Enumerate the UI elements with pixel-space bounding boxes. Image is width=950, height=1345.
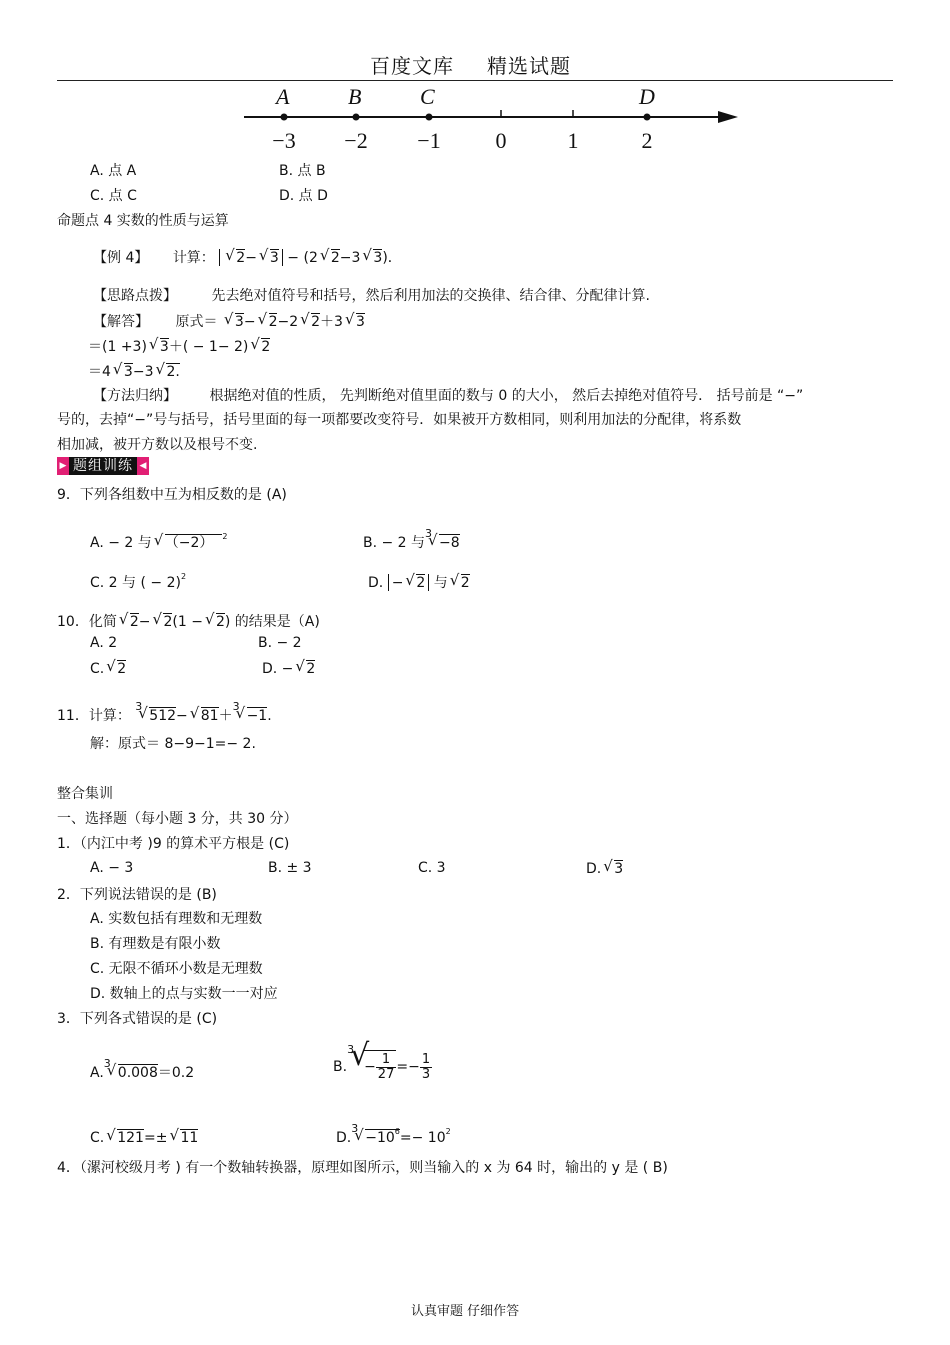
- header-rule: [57, 80, 893, 81]
- q3-option-b: B.$^3$ √ − $\frac{1}{27}$ =− $\frac{1}{3}$: [333, 1050, 432, 1082]
- solution-line-1: 【解答】 原式＝ √ 3− √ 2−2 √ 2＋3 √ 3: [93, 311, 365, 331]
- badge-left-arrow-icon: ▶: [57, 457, 69, 475]
- example-4: 【例 4】 计算： √ 2− √ 3 − (2 √ 2−3 √ 3)．: [93, 247, 402, 267]
- q3-stem: 3．下列各式错误的是 (C): [57, 1011, 218, 1027]
- point-a: [281, 114, 288, 121]
- q9-option-b: B. − 2 与$^3$ √ −8: [363, 532, 460, 552]
- q10-option-b: B. − 2: [258, 635, 302, 651]
- q11-stem: 11．计算： $^3$ √ 512− √ 81＋$^3$ √ −1.: [57, 705, 272, 725]
- label-c: C: [420, 84, 435, 109]
- abs-value: √ 2− √ 3: [219, 249, 283, 266]
- q2-stem: 2．下列说法错误的是 (B): [57, 887, 217, 903]
- q2-option-c: C. 无限不循环小数是无理数: [90, 961, 263, 977]
- q9-stem: 9．下列各组数中互为相反数的是 (A): [57, 487, 287, 503]
- tick-label: −3: [272, 128, 296, 153]
- number-line: [240, 84, 750, 158]
- label-d: D: [639, 84, 655, 109]
- q11-solution: 解：原式＝ 8−9−1=− 2.: [90, 736, 256, 752]
- prev-option-a: A. 点 A: [90, 163, 137, 179]
- set-part: 一、选择题（每小题 3 分，共 30 分）: [57, 811, 298, 827]
- q9-option-a: A. − 2 与 √ （−2） $^2$: [90, 532, 227, 552]
- point-d: [644, 114, 651, 121]
- label-a: A: [276, 84, 290, 109]
- q1-option-d: D. √ 3: [586, 860, 623, 877]
- q1-option-b: B. ± 3: [268, 860, 312, 876]
- q3-option-c: C. √ 121=± √ 11: [90, 1129, 198, 1146]
- solution-label: 【解答】: [93, 314, 149, 330]
- point-b: [353, 114, 360, 121]
- header-right: 精选试题: [487, 54, 571, 78]
- header-left: 百度文库: [370, 54, 454, 78]
- solution-line-3: ＝4 √ 3−3 √ 2.: [88, 361, 180, 381]
- idea-label: 【思路点拨】: [93, 288, 177, 304]
- prev-option-d: D. 点 D: [279, 188, 328, 204]
- q1-stem: 1．（内江中考 )9 的算术平方根是 (C): [57, 836, 290, 852]
- method-label: 【方法归纳】: [93, 388, 177, 404]
- example-prefix: 计算：: [172, 250, 215, 266]
- number-line-arrow: [718, 111, 738, 123]
- q3-option-a: A.$^3$ √ 0.008＝0.2: [90, 1062, 194, 1082]
- q10-option-d: D. − √ 2: [262, 660, 315, 677]
- q1-option-a: A. − 3: [90, 860, 134, 876]
- tick-label: −1: [417, 128, 441, 153]
- set-title: 整合集训: [57, 786, 113, 802]
- idea-line: [93, 285, 650, 305]
- section-title: 命题点 4 实数的性质与运算: [57, 213, 229, 229]
- prev-option-b: B. 点 B: [279, 163, 326, 179]
- q2-option-a: A. 实数包括有理数和无理数: [90, 911, 263, 927]
- tick-label: 2: [641, 128, 653, 153]
- tick-label: 0: [495, 128, 507, 153]
- footer: 认真审题 仔细作答: [411, 1304, 520, 1319]
- tick-label: 1: [567, 128, 579, 153]
- q3-option-d: D.$^3$ √ $-10^6=- 10^2$: [336, 1129, 451, 1147]
- q2-option-b: B. 有理数是有限小数: [90, 936, 221, 952]
- method-line-1: 【方法归纳】 根据绝对值的性质， 先判断绝对值里面的数与 0 的大小， 然后去掉绝对值符号． 括号前是 “−”: [93, 388, 804, 404]
- idea-text: 先去绝对值符号和括号，然后利用加法的交换律、结合律、分配律计算.: [211, 288, 650, 304]
- solution-line-2: ＝(1 +3) √ 3＋( − 1− 2) √ 2: [88, 336, 270, 356]
- tick-label: −2: [344, 128, 368, 153]
- method-line-2: 号的，去掉“−”号与括号，括号里面的每一项都要改变符号．如果被开方数相同，则利用加法的分配律，将系数: [57, 412, 742, 428]
- q10-option-a: A. 2: [90, 635, 118, 651]
- badge-right-arrow-icon: ◀: [137, 457, 149, 475]
- q10-stem: 10．化简 √ 2− √ 2(1 − √ 2) 的结果是（A): [57, 611, 320, 631]
- point-c: [426, 114, 433, 121]
- prev-option-c: C. 点 C: [90, 188, 137, 204]
- q1-option-c: C. 3: [418, 860, 446, 876]
- q4-stem: 4．（漯河校级月考 ) 有一个数轴转换器，原理如图所示，则当输入的 x 为 64 时，输出的 y 是 ( B): [57, 1160, 668, 1176]
- practice-badge: [57, 457, 149, 475]
- example-label: 【例 4】: [93, 250, 149, 266]
- q9-option-d: D. − √ 2 与 √ 2: [368, 572, 470, 592]
- label-b: B: [348, 84, 362, 109]
- q10-option-c: C. √ 2: [90, 660, 126, 677]
- q2-option-d: D. 数轴上的点与实数一一对应: [90, 986, 278, 1002]
- q9-option-c: C. 2 与 ( − 2)$^2$: [90, 572, 187, 591]
- method-line-3: 相加减，被开方数以及根号不变.: [57, 437, 258, 453]
- badge-text: 题组训练: [69, 457, 137, 475]
